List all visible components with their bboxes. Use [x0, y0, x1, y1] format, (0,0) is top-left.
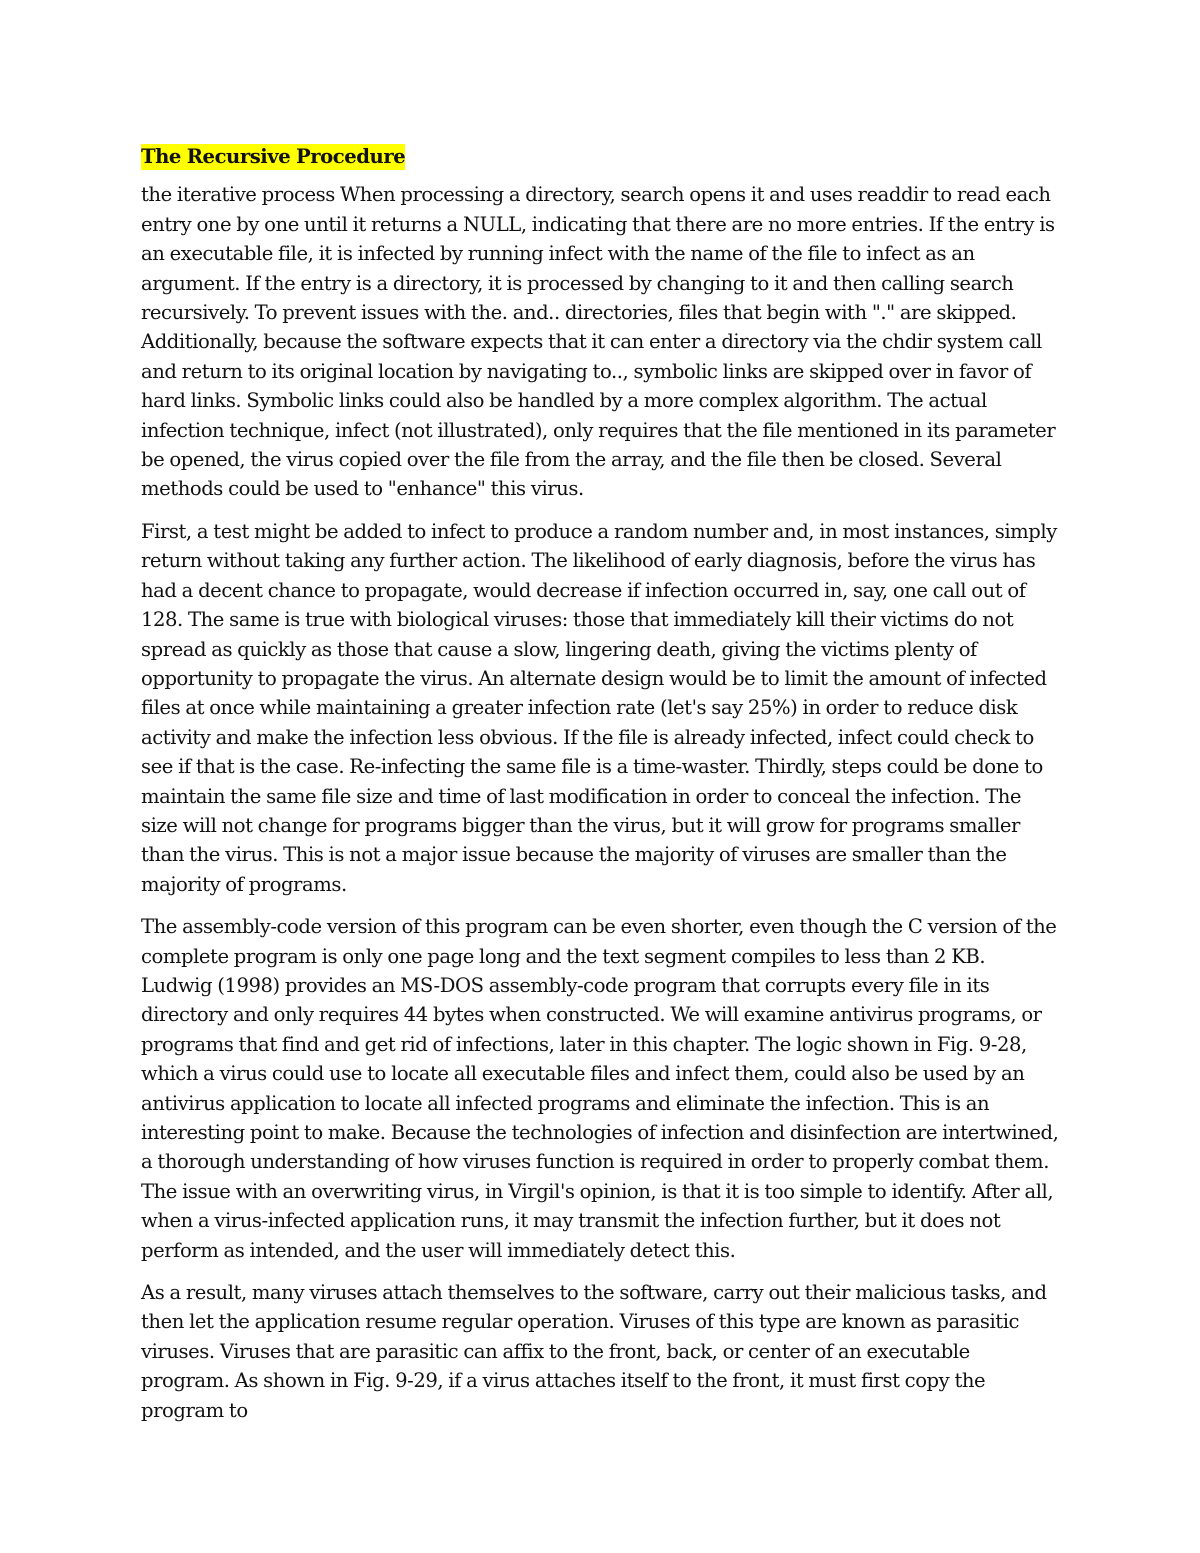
highlighted-heading-text: The Recursive Procedure [141, 145, 406, 168]
paragraph-4: As a result, many viruses attach themselves to the software, carry out their malicious tasks, and then let the application resume regular operation. Viruses of this type are known as parasitic viruses. Viruses that are parasitic can affix to the front, back, or center of an executable program. As shown in Fig. 9-29, if a virus attaches itself to the front, it must first copy the program to [141, 1281, 1047, 1422]
section-heading [141, 142, 1061, 171]
paragraph-2: First, a test might be added to infect to produce a random number and, in most instances, simply return without taking any further action. The likelihood of early diagnosis, before the virus has had a decent chance to propagate, would decrease if infection occurred in, say, one call out of 128. The same is true with biological viruses: those that immediately kill their victims do not spread as quickly as those that cause a slow, lingering death, giving the victims plenty of opportunity to propagate the virus. An alternate design would be to limit the amount of infected files at once while maintaining a greater infection rate (let's say 25%) in order to reduce disk activity and make the infection less obvious. If the file is already infected, infect could check to see if that is the case. Re-infecting the same file is a time-waster. Thirdly, steps could be done to maintain the same file size and time of last modification in order to conceal the infection. The size will not change for programs bigger than the virus, but it will grow for programs smaller than the virus. This is not a major issue because the majority of viruses are smaller than the majority of programs. [141, 519, 1057, 896]
document-body [141, 142, 1061, 1438]
paragraph-1: the iterative process When processing a directory, search opens it and uses readdir to read each entry one by one until it returns a NULL, indicating that there are no more entries. If the entry is an executable file, it is infected by running infect with the name of the file to infect as an argument. If the entry is a directory, it is processed by changing to it and then calling search recursively. To prevent issues with the. and.. directories, files that begin with "." are skipped. Additionally, because the software expects that it can enter a directory via the chdir system call and return to its original location by navigating to.., symbolic links are skipped over in favor of hard links. Symbolic links could also be handled by a more complex algorithm. The actual infection technique, infect (not illustrated), only requires that the file mentioned in its parameter be opened, the virus copied over the file from the array, and the file then be closed. Several methods could be used to "enhance" this virus. [141, 183, 1056, 501]
paragraph-3: The assembly-code version of this program can be even shorter, even though the C version of the complete program is only one page long and the text segment compiles to less than 2 KB. Ludwig (1998) provides an MS-DOS assembly-code program that corrupts every file in its directory and only requires 44 bytes when constructed. We will examine antivirus programs, or programs that find and get rid of infections, later in this chapter. The logic shown in Fig. 9-28, which a virus could use to locate all executable files and infect them, could also be used by an antivirus application to locate all infected programs and eliminate the infection. This is an interesting point to make. Because the technologies of infection and disinfection are intertwined, a thorough understanding of how viruses function is required in order to properly combat them. The issue with an overwriting virus, in Virgil's opinion, is that it is too simple to identify. After all, when a virus-infected application runs, it may transmit the infection further, but it does not perform as intended, and the user will immediately detect this. [141, 915, 1059, 1262]
